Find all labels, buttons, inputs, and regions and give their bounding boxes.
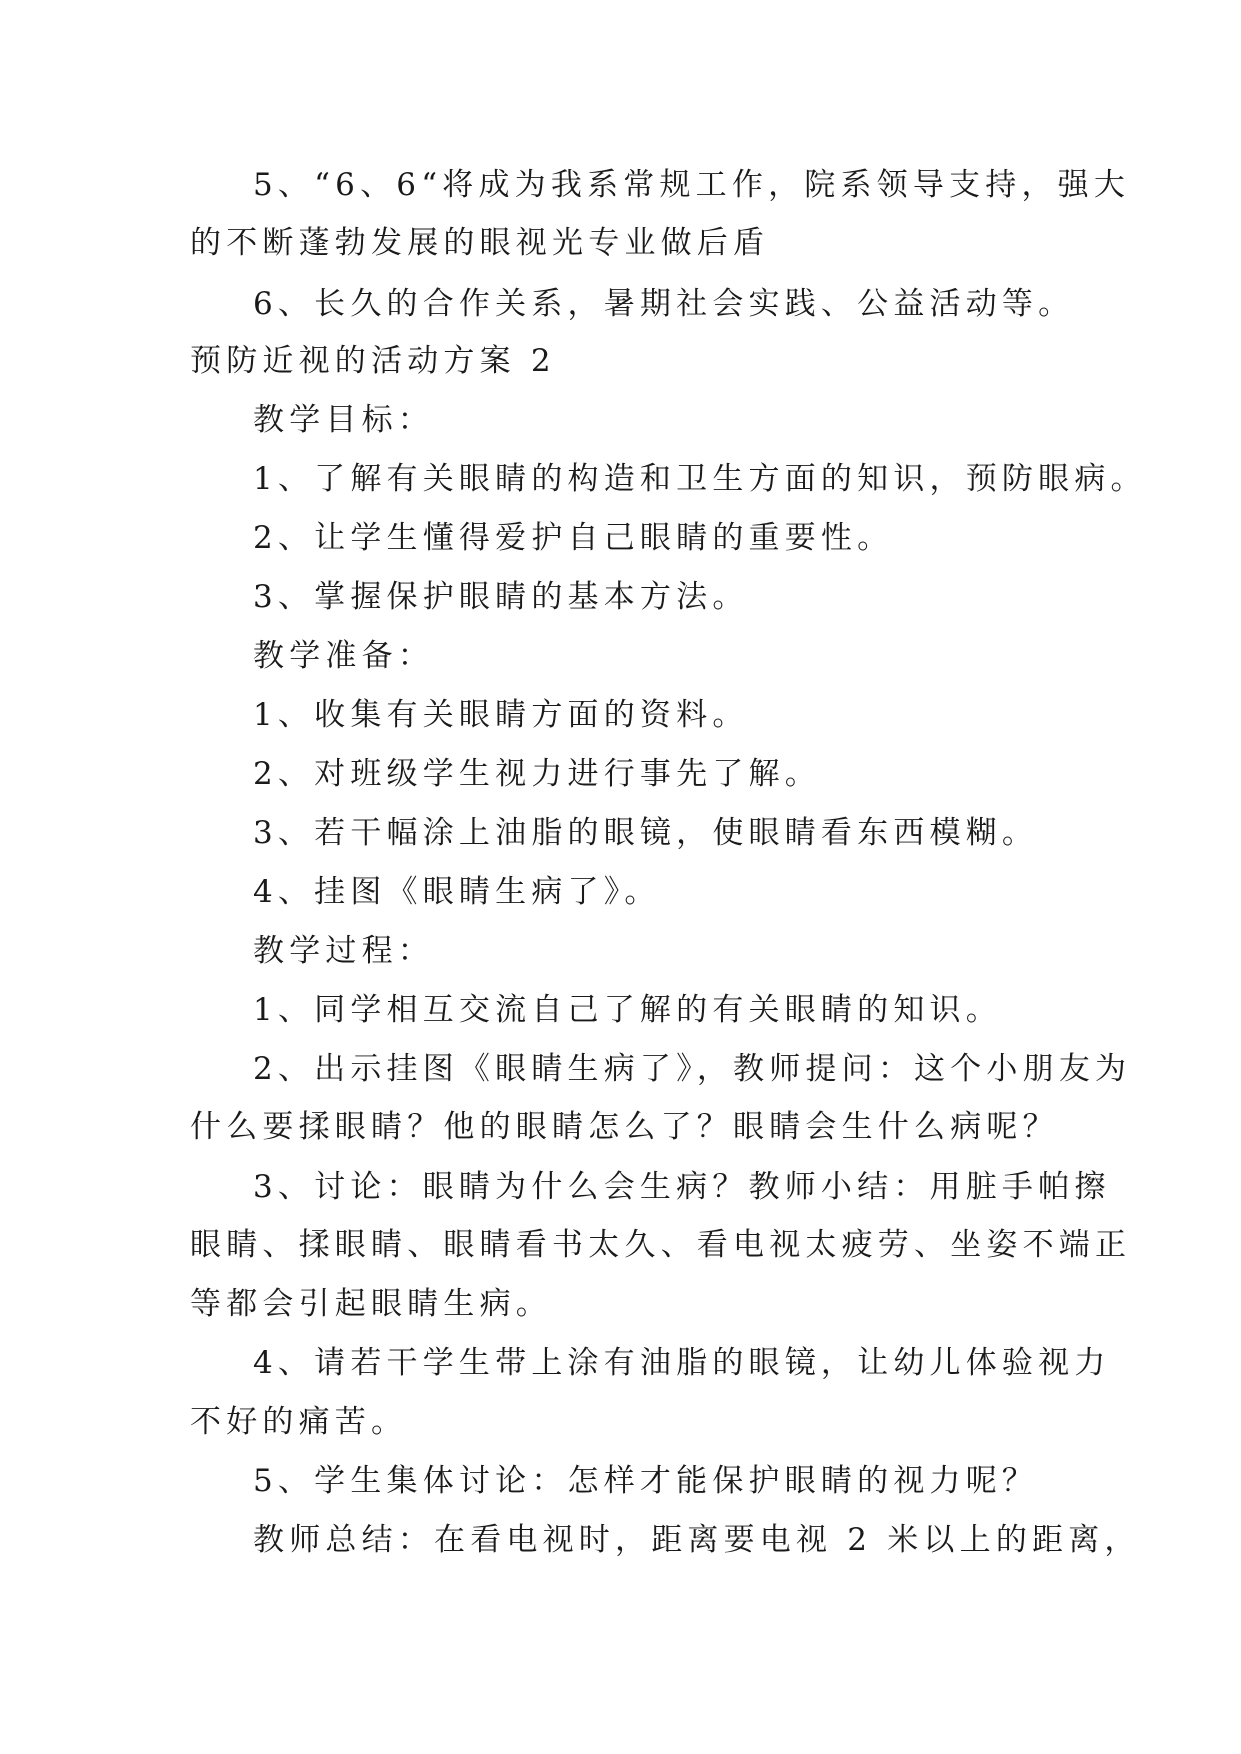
text-line: 教师总结：在看电视时，距离要电视 2 米以上的距离， bbox=[253, 1522, 1141, 1558]
subheading-preparation: 教学准备： bbox=[253, 638, 434, 674]
list-item: 1、同学相互交流自己了解的有关眼睛的知识。 bbox=[253, 992, 1002, 1028]
text-line: 眼睛、揉眼睛、眼睛看书太久、看电视太疲劳、坐姿不端正 bbox=[190, 1227, 1132, 1263]
list-item: 2、出示挂图《眼睛生病了》，教师提问：这个小朋友为 bbox=[253, 1051, 1132, 1087]
text-line: 不好的痛苦。 bbox=[190, 1404, 408, 1440]
list-item: 4、请若干学生带上涂有油脂的眼镜，让幼儿体验视力 bbox=[253, 1345, 1111, 1381]
text-line: 什么要揉眼睛？他的眼睛怎么了？眼睛会生什么病呢？ bbox=[190, 1109, 1059, 1145]
list-item: 4、挂图《眼睛生病了》。 bbox=[253, 874, 661, 910]
text-line: 的不断蓬勃发展的眼视光专业做后盾 bbox=[190, 225, 770, 261]
list-item: 3、讨论：眼睛为什么会生病？教师小结：用脏手帕擦 bbox=[253, 1169, 1111, 1205]
text-line: 5、“6、6“将成为我系常规工作，院系领导支持，强大 bbox=[253, 167, 1131, 203]
list-item: 1、收集有关眼睛方面的资料。 bbox=[253, 697, 749, 733]
subheading-objectives: 教学目标： bbox=[253, 402, 434, 438]
text-line: 等都会引起眼睛生病。 bbox=[190, 1286, 552, 1322]
list-item: 3、若干幅涂上油脂的眼镜，使眼睛看东西模糊。 bbox=[253, 815, 1039, 851]
text-line: 6、长久的合作关系，暑期社会实践、公益活动等。 bbox=[253, 286, 1075, 322]
section-heading: 预防近视的活动方案 2 bbox=[190, 343, 556, 379]
list-item: 3、掌握保护眼睛的基本方法。 bbox=[253, 579, 749, 615]
list-item: 1、了解有关眼睛的构造和卫生方面的知识，预防眼病。 bbox=[253, 461, 1147, 497]
list-item: 2、让学生懂得爱护自己眼睛的重要性。 bbox=[253, 520, 894, 556]
list-item: 5、学生集体讨论：怎样才能保护眼睛的视力呢？ bbox=[253, 1463, 1039, 1499]
subheading-process: 教学过程： bbox=[253, 933, 434, 969]
list-item: 2、对班级学生视力进行事先了解。 bbox=[253, 756, 821, 792]
